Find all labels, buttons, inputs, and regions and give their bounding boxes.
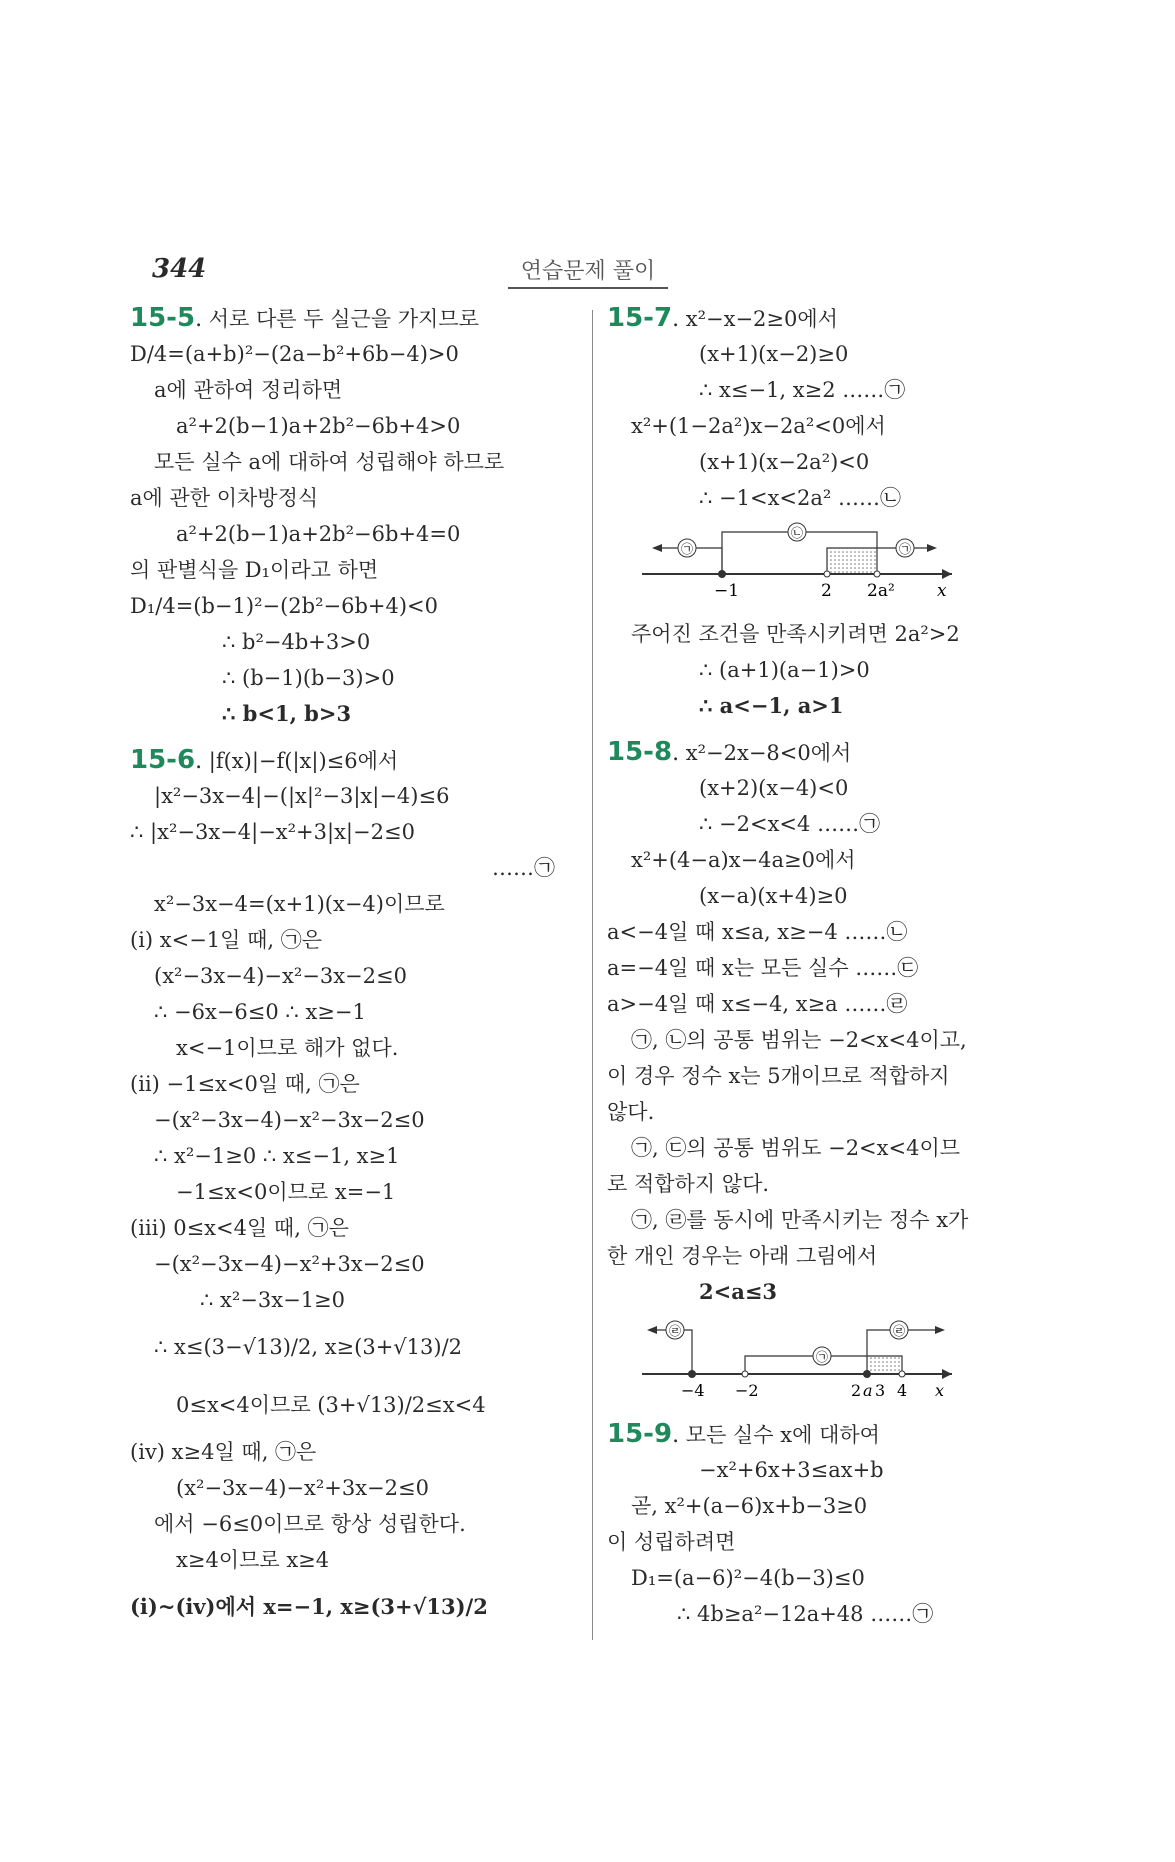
solution-line: D₁=(a−6)²−4(b−3)≤0 — [631, 1566, 865, 1590]
case-heading: (ⅱ) −1≤x<0일 때, ㉠은 — [130, 1072, 360, 1096]
region-label: ㉠ — [898, 542, 912, 556]
solution-line: ∴ x²−3x−1≥0 — [200, 1288, 346, 1312]
axis-label: x — [935, 1381, 945, 1400]
solution-line: a<−4일 때 x≤a, x≥−4 ……㉡ — [607, 920, 908, 944]
solution-line: x²−x−2≥0에서 — [685, 307, 838, 331]
tick-label: −2 — [735, 1381, 759, 1400]
answer-line: 2<a≤3 — [699, 1279, 778, 1304]
right-column — [607, 300, 1057, 1642]
solution-line: (x+1)(x−2a²)<0 — [699, 450, 870, 474]
solution-line: ∴ x≤−1, x≥2 ……㉠ — [699, 378, 906, 402]
left-column — [130, 300, 575, 1646]
problem-id: 15-5 — [130, 303, 196, 333]
problem-15-9: 15-9. 모든 실수 x에 대하여 −x²+6x+3≤ax+b 곧, x²+(a−6)x+b−3≥0 이 성립하려면 D₁=(a−6)²−4(b−3)≤0 ∴ 4b≥a²−12a+48 ……㉠ — [607, 1416, 1057, 1632]
region-label: ㉠ — [815, 1350, 829, 1364]
problem-id: 15-6 — [130, 745, 196, 775]
answer-line: ∴ b<1, b>3 — [222, 701, 352, 726]
solution-line: |f(x)|−f(|x|)≤6에서 — [208, 749, 399, 773]
problem-id: 15-8 — [607, 737, 673, 767]
axis-label: x — [937, 581, 947, 601]
solution-line: (x+2)(x−4)<0 — [699, 776, 849, 800]
solution-line: ∴ x≤(3−√13)/2, x≥(3+√13)/2 — [154, 1335, 463, 1359]
tick-label: 2 — [821, 581, 832, 601]
solution-line: ∴ b²−4b+3>0 — [222, 630, 371, 654]
region-label: ㉠ — [680, 542, 694, 556]
tick-label: 2 — [851, 1381, 862, 1400]
solution-line: ∴ (a+1)(a−1)>0 — [699, 658, 870, 682]
solution-line: 서로 다른 두 실근을 가지므로 — [208, 307, 479, 331]
solution-line: 의 판별식을 D₁이라고 하면 — [130, 558, 379, 582]
solution-line: (x²−3x−4)−x²+3x−2≤0 — [176, 1476, 429, 1500]
solution-line: ∴ −1<x<2a² ……㉡ — [699, 486, 902, 510]
region-label: ㉣ — [668, 1324, 682, 1338]
solution-line: D/4=(a+b)²−(2a−b²+6b−4)>0 — [130, 342, 459, 366]
solution-line: ∴ −6x−6≤0 ∴ x≥−1 — [154, 1000, 366, 1024]
solution-line: D₁/4=(b−1)²−(2b²−6b+4)<0 — [130, 594, 439, 618]
problem-15-6: 15-6. |f(x)|−f(|x|)≤6에서 |x²−3x−4|−(|x|²−3|x|−4)≤6 ∴ |x²−3x−4|−x²+3|x|−2≤0 ……㉠ x²−3x−4=(x+1)(x−4)이므로 (ⅰ) x<−1일 때, ㉠은 (x²−3x−4)−x²−3x−2≤0 ∴ −6x−6≤0 ∴ x≥−1 x<−1이므로 해가 없다. (ⅱ) −1≤x<0일 때, ㉠은 −(x²−3x−4)−x²−3x−2≤0 ∴ x²−1≥0 ∴ x≤−1, x≥1 −1≤x<0이므로 x=−1 (ⅲ) 0≤x<4일 때, ㉠은 −(x²−3x−4)−x²+3x−2≤0 ∴ x²−3x−1≥0 ∴ x≤(3−√13)/2, x≥(3+√13)/2 0≤x<4이므로 (3+√13)/2≤x<4 (ⅳ) x≥4일 때, ㉠은 (x²−3x−4)−x²+3x−2≤0 에서 −6≤0이므로 항상 성립한다. x≥4이므로 x≥4 (ⅰ)~(ⅳ)에서 x=−1, x≥(3+√13)/2 — [130, 742, 575, 1636]
case-heading: (ⅲ) 0≤x<4일 때, ㉠은 — [130, 1216, 349, 1240]
solution-line: ∴ x²−1≥0 ∴ x≤−1, x≥1 — [154, 1144, 400, 1168]
problem-id: 15-7 — [607, 303, 673, 333]
solution-line: ∴ |x²−3x−4|−x²+3|x|−2≤0 — [130, 820, 415, 844]
page-number: 344 — [152, 254, 207, 284]
region-label: ㉡ — [790, 526, 804, 540]
solution-line: a=−4일 때 x는 모든 실수 ……㉢ — [607, 956, 919, 980]
solution-line: 한 개인 경우는 아래 그림에서 — [607, 1244, 878, 1268]
solution-line: x≥4이므로 x≥4 — [176, 1548, 330, 1572]
solution-line: x²+(1−2a²)x−2a²<0에서 — [631, 414, 886, 438]
solution-line: ㉠, ㉡의 공통 범위는 −2<x<4이고, — [631, 1028, 967, 1052]
solution-line: 이 경우 정수 x는 5개이므로 적합하지 — [607, 1064, 950, 1088]
solution-line: ∴ 4b≥a²−12a+48 ……㉠ — [677, 1602, 934, 1626]
solution-line: ㉠, ㉣를 동시에 만족시키는 정수 x가 — [631, 1208, 969, 1232]
problem-15-7: 15-7. x²−x−2≥0에서 (x+1)(x−2)≥0 ∴ x≤−1, x≥2 ……㉠ x²+(1−2a²)x−2a²<0에서 (x+1)(x−2a²)<0 ∴ −1<x<2a² ……㉡ ㉠ ㉡ ㉠ −1 2 2a² x 주어진 조건을 만족시키려면 2a²>2 ∴ (a+1)(a−1)>0 ∴ a<−1, a>1 — [607, 300, 1057, 724]
solution-line: ∴ (b−1)(b−3)>0 — [222, 666, 395, 690]
problem-15-5: 15-5. 서로 다른 두 실근을 가지므로 D/4=(a+b)²−(2a−b²+6b−4)>0 a에 관하여 정리하면 a²+2(b−1)a+2b²−6b+4>0 모든 실수 a에 대하여 성립해야 하므로 a에 관한 이차방정식 a²+2(b−1)a+2b²−6b+4=0 의 판별식을 D₁이라고 하면 D₁/4=(b−1)²−(2b²−6b+4)<0 ∴ b²−4b+3>0 ∴ (b−1)(b−3)>0 ∴ b<1, b>3 — [130, 300, 575, 732]
solution-line: 0≤x<4이므로 (3+√13)/2≤x<4 — [176, 1393, 486, 1417]
number-line-figure-15-8 — [637, 1316, 1057, 1406]
problem-15-8: 15-8. x²−2x−8<0에서 (x+2)(x−4)<0 ∴ −2<x<4 ……㉠ x²+(4−a)x−4a≥0에서 (x−a)(x+4)≥0 a<−4일 때 x≤a, x≥−4 ……㉡ a=−4일 때 x는 모든 실수 ……㉢ a>−4일 때 x≤−4, x≥a ……㉣ ㉠, ㉡의 공통 범위는 −2<x<4이고, 이 경우 정수 x는 5개이므로 적합하지 않다. ㉠, ㉢의 공통 범위도 −2<x<4이므 로 적합하지 않다. ㉠, ㉣를 동시에 만족시키는 정수 x가 한 개인 경우는 아래 그림에서 2<a≤3 ㉣ ㉠ ㉣ −4 −2 2 a 3 4 x — [607, 734, 1057, 1406]
tick-label: a — [863, 1381, 873, 1400]
solution-line: 모든 실수 x에 대하여 — [685, 1423, 880, 1447]
solution-line: (x−a)(x+4)≥0 — [699, 884, 848, 908]
tick-label: −1 — [714, 581, 740, 601]
tick-label: 3 — [875, 1381, 886, 1400]
solution-line: (x²−3x−4)−x²−3x−2≤0 — [154, 964, 407, 988]
solution-line: (x+1)(x−2)≥0 — [699, 342, 849, 366]
solution-line: a에 관하여 정리하면 — [154, 378, 343, 402]
solution-line: a²+2(b−1)a+2b²−6b+4=0 — [176, 522, 461, 546]
solution-line: ㉠, ㉢의 공통 범위도 −2<x<4이므 — [631, 1136, 961, 1160]
equation-tag: ……㉠ — [492, 856, 555, 880]
solution-line: 로 적합하지 않다. — [607, 1172, 770, 1196]
solution-line: 에서 −6≤0이므로 항상 성립한다. — [154, 1512, 466, 1536]
solution-line: ∴ −2<x<4 ……㉠ — [699, 812, 881, 836]
solution-line: −(x²−3x−4)−x²+3x−2≤0 — [154, 1252, 425, 1276]
solution-line: x<−1이므로 해가 없다. — [176, 1036, 399, 1060]
solution-line: a²+2(b−1)a+2b²−6b+4>0 — [176, 414, 461, 438]
solution-line: −x²+6x+3≤ax+b — [699, 1458, 884, 1482]
tick-label: −4 — [681, 1381, 705, 1400]
solution-line: 이 성립하려면 — [607, 1530, 736, 1554]
solution-line: 않다. — [607, 1100, 655, 1124]
solution-line: −1≤x<0이므로 x=−1 — [176, 1180, 396, 1204]
case-heading: (ⅳ) x≥4일 때, ㉠은 — [130, 1440, 317, 1464]
solution-line: x²−3x−4=(x+1)(x−4)이므로 — [154, 892, 445, 916]
column-divider — [592, 310, 593, 1640]
answer-line: (ⅰ)~(ⅳ)에서 x=−1, x≥(3+√13)/2 — [130, 1594, 488, 1619]
number-line-figure-15-7 — [637, 522, 1057, 606]
running-title: 연습문제 풀이 — [508, 254, 668, 289]
solution-line: 곧, x²+(a−6)x+b−3≥0 — [631, 1494, 868, 1518]
tick-label: 4 — [897, 1381, 908, 1400]
solution-line: a>−4일 때 x≤−4, x≥a ……㉣ — [607, 992, 908, 1016]
tick-label: 2a² — [867, 581, 895, 601]
solution-line: −(x²−3x−4)−x²−3x−2≤0 — [154, 1108, 425, 1132]
case-heading: (ⅰ) x<−1일 때, ㉠은 — [130, 928, 323, 952]
solution-line: |x²−3x−4|−(|x|²−3|x|−4)≤6 — [154, 784, 450, 808]
solution-line: a에 관한 이차방정식 — [130, 486, 319, 510]
solution-line: 주어진 조건을 만족시키려면 2a²>2 — [631, 622, 960, 646]
problem-id: 15-9 — [607, 1419, 673, 1449]
solution-line: 모든 실수 a에 대하여 성립해야 하므로 — [154, 450, 505, 474]
solution-line: x²−2x−8<0에서 — [685, 741, 852, 765]
solution-line: x²+(4−a)x−4a≥0에서 — [631, 848, 856, 872]
region-label: ㉣ — [892, 1324, 906, 1338]
answer-line: ∴ a<−1, a>1 — [699, 693, 844, 718]
